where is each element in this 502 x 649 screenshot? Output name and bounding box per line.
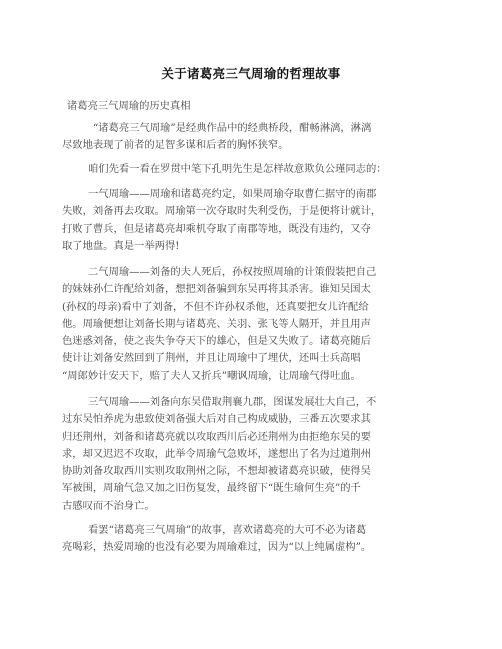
paragraph-line: 古感叹而不治身亡。 <box>62 499 155 512</box>
paragraph-line: 看罢“诸葛亮三气周瑜”的故事，喜欢诸葛亮的大可不必为诸葛 <box>88 524 367 536</box>
paragraph-line: “诸葛亮三气周瑜”是经典作品中的经典桥段，酣畅淋漓，淋漓 <box>93 122 372 134</box>
paragraph-line: 失败，刘备再去攻取。周瑜第一次夺取时失利受伤，于是便将计就计， <box>62 205 382 218</box>
paragraph-line: 过东吴怕养虎为患致使刘备强大后对自己构成威胁，三番五次要求其 <box>62 413 371 426</box>
paragraph-line: 三气周瑜——刘备向东吴借取荆襄九郡，图谋发展壮大自己，不 <box>88 396 377 408</box>
paragraph-line: 求，却又迟迟不攻取，此举令周瑜气急败坏，遂想出了名为过道荆州 <box>62 447 371 460</box>
paragraph-line: 色迷惑刘备，使之丧失争夺天下的雄心，但是又失败了。诸葛亮随后 <box>62 335 371 348</box>
paragraph-line: “周郎妙计安天下，赔了夫人又折兵”嘲讽周瑜，让周瑜气得吐血。 <box>62 369 361 382</box>
paragraph-line: 取了地盘。真是一举两得! <box>62 239 180 252</box>
paragraph-line: 亮喝彩，热爱周瑜的也没有必要为周瑜难过，因为“以上纯属虚构”。 <box>62 541 372 554</box>
paragraph-4 <box>62 264 452 385</box>
paragraph-3 <box>62 186 452 255</box>
paragraph-line: 军被围，周瑜气急又加之旧伤复发，最终留下“既生瑜何生亮”的千 <box>62 482 361 495</box>
paragraph-1 <box>62 120 452 155</box>
paragraph-line: 打败了曹兵，但是诸葛亮却乘机夺取了南郡等地，既没有违约，又夺 <box>62 222 371 235</box>
document-subtitle: 诸葛亮三气周瑜的历史真相 <box>67 100 191 112</box>
paragraph-line: 他。周瑜便想让刘备长期与诸葛亮、关羽、张飞等人隔开，并且用声 <box>62 317 371 330</box>
paragraph-line: 咱们先看一看在罗贯中笔下孔明先生是怎样故意欺负公瑾同志的： <box>88 163 387 175</box>
paragraph-line: (孙权的母亲)看中了刘备，不但不许孙权杀他，还真要把女儿许配给 <box>62 300 369 313</box>
paragraph-line: 的妹妹孙仁许配给刘备，想把刘备骗到东吴再将其杀害。谁知吴国太 <box>62 283 371 296</box>
paragraph-line: 归还荆州，刘备和诸葛亮就以攻取西川后必还荆州为由拒绝东吴的要 <box>62 430 371 443</box>
paragraph-line: 协助刘备攻取西川实则攻取荆州之际，不想却被诸葛亮识破，使得吴 <box>62 465 371 478</box>
paragraph-2 <box>62 161 452 178</box>
paragraph-6 <box>62 522 452 557</box>
paragraph-line: 二气周瑜——刘备的夫人死后，孙权按照周瑜的计策假装把自己 <box>88 266 377 278</box>
document-title: 关于诸葛亮三气周瑜的哲理故事 <box>161 66 341 81</box>
paragraph-5 <box>62 394 452 515</box>
paragraph-line: 尽致地表现了前者的足智多谋和后者的胸怀狭窄。 <box>62 139 289 152</box>
paragraph-line: 一气周瑜——周瑜和诸葛亮约定，如果周瑜夺取曹仁据守的南郡 <box>88 188 377 200</box>
paragraph-line: 使计让刘备安然回到了荆州，并且让周瑜中了埋伏，还叫士兵高唱 <box>62 352 361 365</box>
